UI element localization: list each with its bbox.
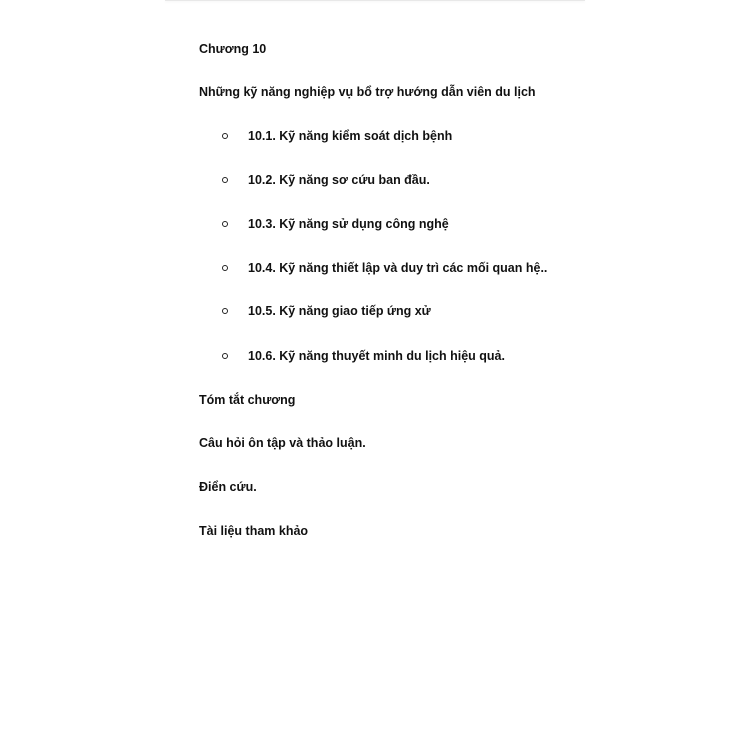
section-item bbox=[222, 128, 452, 144]
case-study-heading: Điển cứu. bbox=[199, 480, 257, 494]
bullet-circle-icon bbox=[222, 221, 228, 227]
section-label: 10.1. Kỹ năng kiểm soát dịch bệnh bbox=[248, 129, 453, 143]
section-item bbox=[222, 348, 505, 364]
chapter-title: Chương 10 bbox=[199, 42, 267, 56]
bullet-circle-icon bbox=[222, 265, 228, 271]
bullet-circle-icon bbox=[222, 353, 228, 359]
section-item bbox=[222, 172, 430, 188]
section-item bbox=[222, 216, 449, 232]
section-label: 10.6. Kỹ năng thuyết minh du lịch hiệu quả. bbox=[248, 349, 505, 363]
section-label: 10.3. Kỹ năng sử dụng công nghệ bbox=[248, 217, 449, 231]
chapter-summary-heading: Tóm tắt chương bbox=[199, 393, 296, 407]
references-heading: Tài liệu tham khảo bbox=[199, 524, 309, 538]
section-item bbox=[222, 260, 547, 276]
section-label: 10.4. Kỹ năng thiết lập và duy trì các mối quan hệ.. bbox=[248, 261, 548, 275]
section-item bbox=[222, 303, 431, 319]
chapter-subtitle: Những kỹ năng nghiệp vụ bổ trợ hướng dẫn viên du lịch bbox=[199, 85, 536, 99]
section-label: 10.5. Kỹ năng giao tiếp ứng xử bbox=[248, 304, 431, 318]
bullet-circle-icon bbox=[222, 177, 228, 183]
section-label: 10.2. Kỹ năng sơ cứu ban đầu. bbox=[248, 173, 430, 187]
review-questions-heading: Câu hỏi ôn tập và thảo luận. bbox=[199, 436, 366, 450]
bullet-circle-icon bbox=[222, 133, 228, 139]
bullet-circle-icon bbox=[222, 308, 228, 314]
